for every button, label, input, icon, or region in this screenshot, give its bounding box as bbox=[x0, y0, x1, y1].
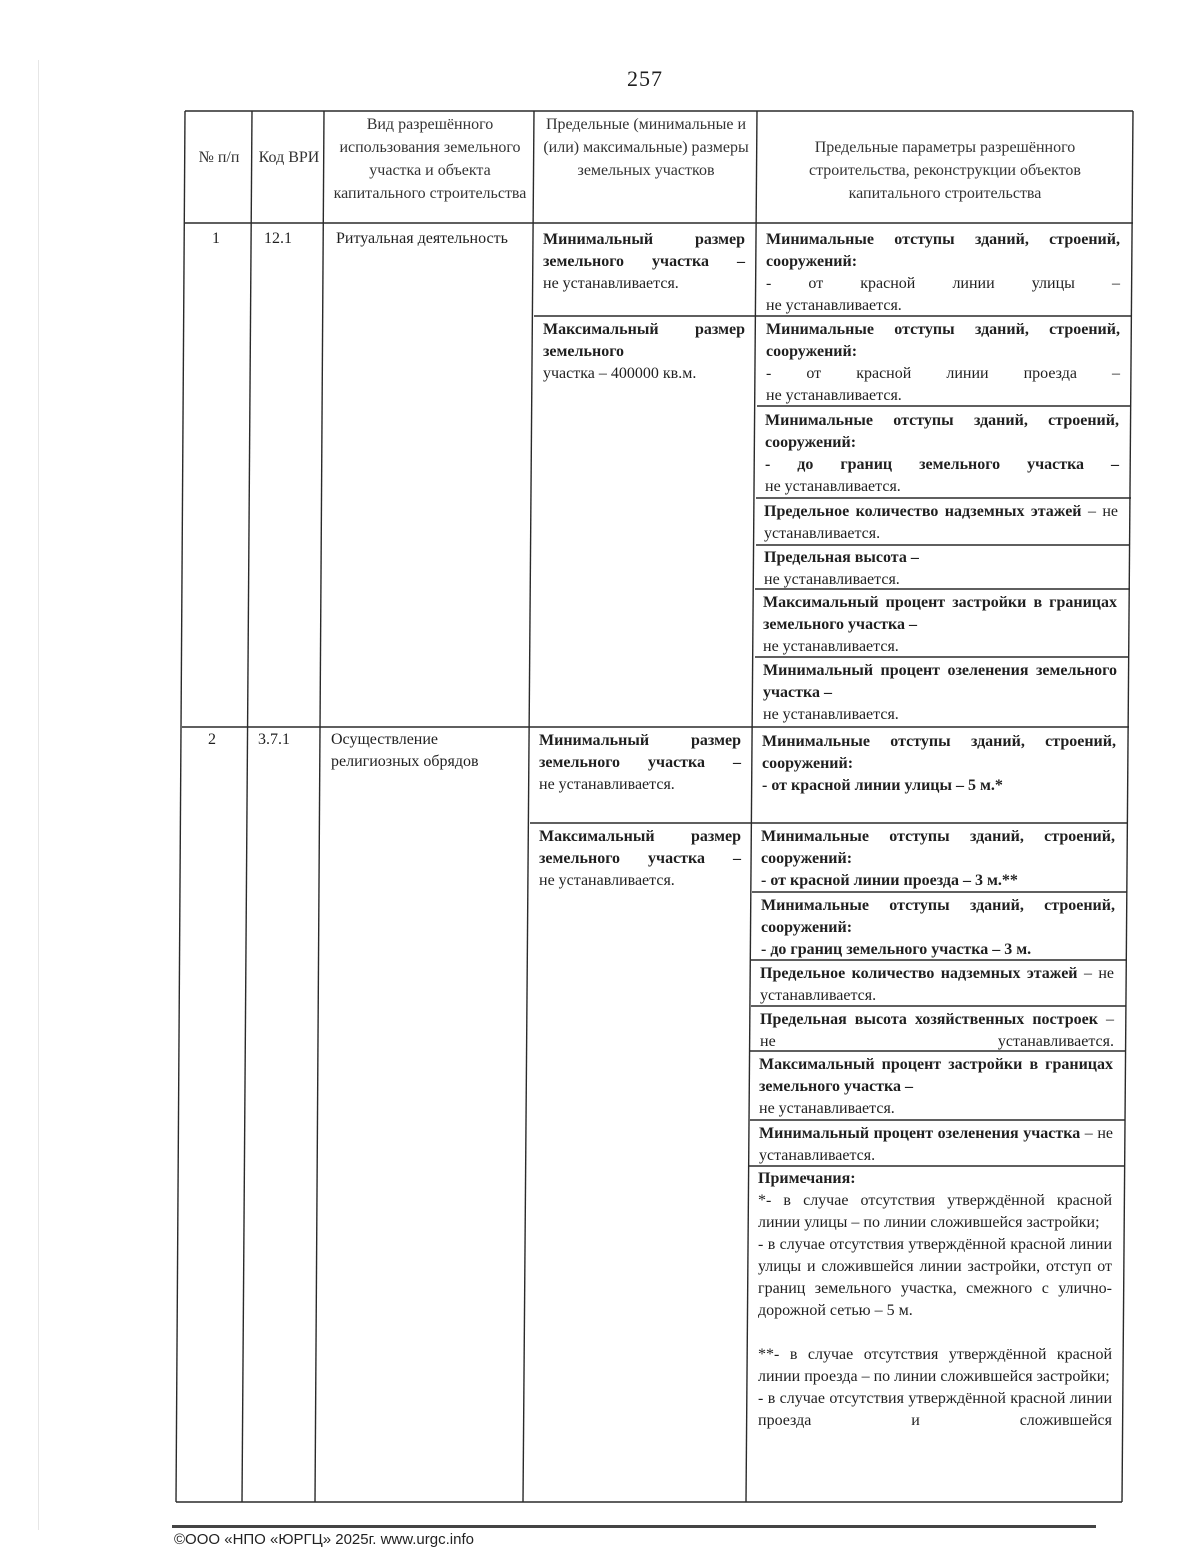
row-1-param-driveway-title: Минимальные отступы зданий, строений, сооружений: bbox=[766, 321, 1120, 360]
row-2-param-floors-title: Предельное количество надземных этажей bbox=[760, 965, 1078, 982]
header-number: № п/п bbox=[198, 149, 240, 166]
row-1-max-size bbox=[543, 319, 745, 385]
row-1-param-coverage-title: Максимальный процент застройки в границах земельного участка – bbox=[763, 594, 1117, 633]
row-2-param-floors bbox=[760, 963, 1114, 1007]
row-2-number: 2 bbox=[208, 731, 216, 748]
scan-margin-mark bbox=[38, 60, 39, 1530]
row-2-param-coverage-value: не устанавливается. bbox=[759, 1100, 895, 1117]
row-1-param-greening-title: Минимальный процент озеленения земельного участка – bbox=[763, 662, 1117, 701]
row-1-param-floors-title: Предельное количество надземных этажей bbox=[764, 503, 1082, 520]
row-1-param-floors bbox=[764, 501, 1118, 545]
row-2-param-coverage-title: Максимальный процент застройки в границах земельного участка – bbox=[759, 1056, 1113, 1095]
row-1-param-height bbox=[764, 547, 1118, 591]
row-1-min-size-value: не устанавливается. bbox=[543, 275, 679, 292]
row-1-param-street-value: не устанавливается. bbox=[766, 297, 902, 314]
row-1-usage-type: Ритуальная деятельность bbox=[336, 230, 508, 247]
header-plot-size: Предельные (минимальные и (или) максимальные) размеры земельных участков bbox=[543, 116, 749, 179]
row-1-number: 1 bbox=[212, 230, 220, 247]
row-1-param-floors-value: – не устанавливается. bbox=[764, 503, 1119, 542]
row-2-min-size bbox=[539, 730, 741, 796]
row-1-param-driveway-line: - от красной линии проезда – bbox=[766, 365, 1120, 382]
row-1-param-boundary-title: Минимальные отступы зданий, строений, сооружений: bbox=[765, 412, 1119, 451]
row-2-note-2: - в случае отсутствия утверждённой красной линии улицы и сложившейся линии застройки, отступ от границ земельного участка, смежного с улично-дорожной сетью – 5 м. bbox=[758, 1236, 1112, 1319]
row-2-param-boundary-title: Минимальные отступы зданий, строений, сооружений: bbox=[761, 897, 1115, 936]
row-2-max-size-value: не устанавливается. bbox=[539, 872, 675, 889]
row-2-note-4: - в случае отсутствия утверждённой красной линии проезда и сложившейся bbox=[758, 1390, 1112, 1429]
header-code: Код ВРИ bbox=[258, 149, 320, 166]
row-1-min-size-title: Минимальный размер земельного участка – bbox=[543, 231, 745, 270]
row-2-param-boundary-line: - до границ земельного участка – 3 м. bbox=[761, 941, 1032, 958]
row-1-param-coverage-value: не устанавливается. bbox=[763, 638, 899, 655]
row-1-param-boundary-line: - до границ земельного участка – bbox=[765, 456, 1119, 473]
row-2-max-size-title: Максимальный размер земельного участка – bbox=[539, 828, 741, 867]
footer-rule bbox=[172, 1525, 1096, 1528]
row-2-param-street bbox=[762, 731, 1116, 797]
row-2-max-size bbox=[539, 826, 741, 892]
row-2-code: 3.7.1 bbox=[258, 731, 290, 748]
row-2-param-boundary bbox=[761, 895, 1115, 961]
row-2-param-height bbox=[760, 1009, 1114, 1053]
row-2-param-coverage bbox=[759, 1054, 1113, 1120]
row-2-param-driveway bbox=[761, 826, 1115, 892]
row-1-param-greening bbox=[763, 660, 1117, 726]
row-2-param-floors-value: – не устанавливается. bbox=[760, 965, 1115, 1004]
row-1-param-greening-value: не устанавливается. bbox=[763, 706, 899, 723]
row-2-notes-title: Примечания: bbox=[758, 1170, 856, 1187]
row-2-param-driveway-title: Минимальные отступы зданий, строений, сооружений: bbox=[761, 828, 1115, 867]
header-build-params: Предельные параметры разрешённого строительства, реконструкции объектов капитального строительства bbox=[809, 139, 1081, 202]
row-1-param-height-title: Предельная высота – bbox=[764, 549, 919, 566]
row-1-max-size-title: Максимальный размер земельного bbox=[543, 321, 745, 360]
header-usage-type: Вид разрешённого использования земельного участка и объекта капитального строительства bbox=[333, 116, 527, 202]
row-1-max-size-value: участка – 400000 кв.м. bbox=[543, 365, 697, 382]
row-1-param-driveway-value: не устанавливается. bbox=[766, 387, 902, 404]
row-2-usage-type: Осуществление религиозных обрядов bbox=[331, 731, 479, 770]
page-number: 257 bbox=[627, 66, 663, 91]
row-1-param-height-value: не устанавливается. bbox=[764, 571, 900, 588]
row-2-param-greening bbox=[759, 1123, 1113, 1167]
row-1-code: 12.1 bbox=[264, 230, 292, 247]
row-1-param-boundary bbox=[765, 410, 1119, 498]
row-2-param-greening-value: – не устанавливается. bbox=[759, 1125, 1113, 1164]
row-1-param-street-title: Минимальные отступы зданий, строений, сооружений: bbox=[766, 231, 1120, 270]
row-2-min-size-title: Минимальный размер земельного участка – bbox=[539, 732, 741, 771]
row-2-param-street-line: - от красной линии улицы – 5 м.* bbox=[762, 777, 1003, 794]
row-2-min-size-value: не устанавливается. bbox=[539, 776, 675, 793]
footer-copyright: ©ООО «НПО «ЮРГЦ» 2025г. www.urgc.info bbox=[174, 1531, 474, 1548]
row-2-note-1: *- в случае отсутствия утверждённой красной линии улицы – по линии сложившейся застройки; bbox=[758, 1192, 1112, 1231]
row-2-param-driveway-line: - от красной линии проезда – 3 м.** bbox=[761, 872, 1018, 889]
row-1-min-size bbox=[543, 229, 745, 295]
row-2-param-height-title: Предельная высота хозяйственных построек bbox=[760, 1011, 1098, 1028]
row-2-note-3: **- в случае отсутствия утверждённой красной линии проезда – по линии сложившейся застройки; bbox=[758, 1346, 1112, 1385]
row-2-param-greening-title: Минимальный процент озеленения участка bbox=[759, 1125, 1081, 1142]
row-2-notes bbox=[758, 1168, 1112, 1432]
row-1-param-street-line: - от красной линии улицы – bbox=[766, 275, 1120, 292]
row-1-param-street bbox=[766, 229, 1120, 317]
row-1-param-driveway bbox=[766, 319, 1120, 407]
row-1-param-coverage bbox=[763, 592, 1117, 658]
row-2-param-height-value: – не устанавливается. bbox=[760, 1011, 1114, 1050]
row-2-param-street-title: Минимальные отступы зданий, строений, сооружений: bbox=[762, 733, 1116, 772]
row-1-param-boundary-value: не устанавливается. bbox=[765, 478, 901, 495]
